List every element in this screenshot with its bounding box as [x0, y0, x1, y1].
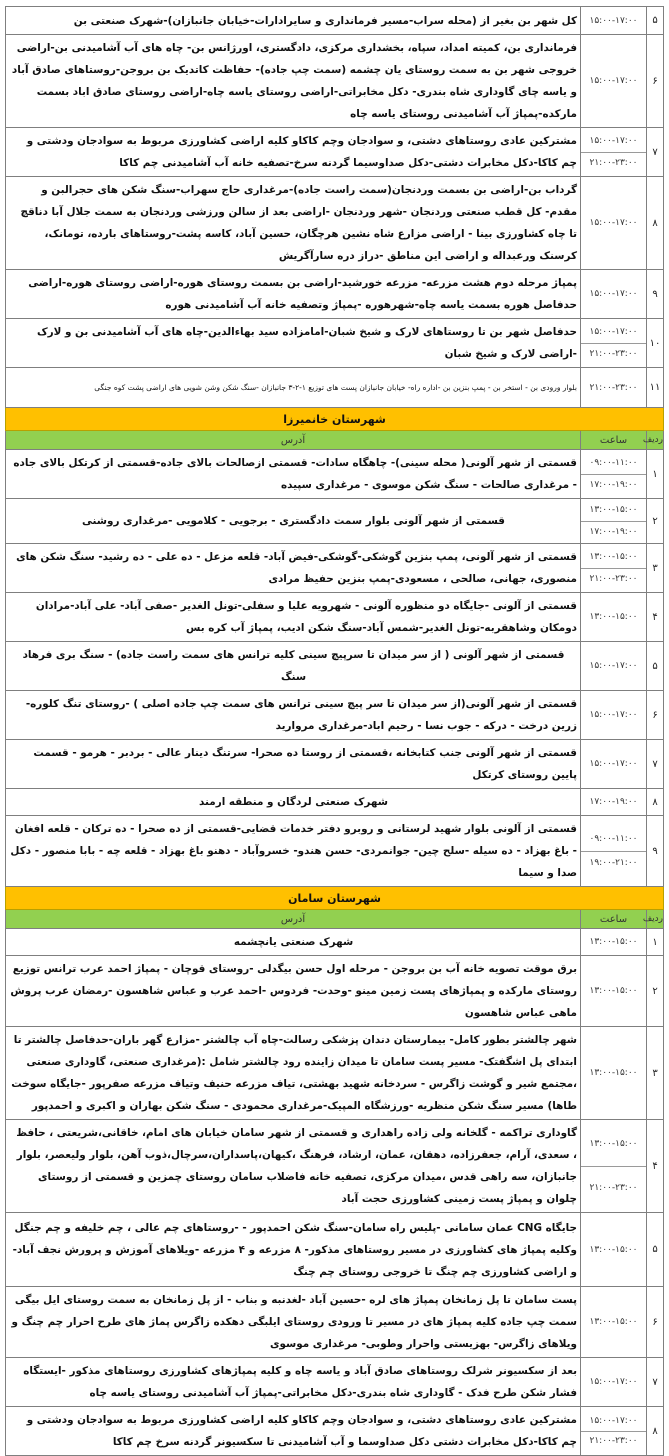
table-row — [6, 35, 664, 128]
time-range: ۱۵:۰۰-۱۷:۰۰ — [589, 326, 638, 337]
address-cell: حدفاصل شهر بن تا روستاهای لارک و شیخ شبان-امامزاده سید بهاءالدین-چاه های آب آشامیدنی بن و لارک -اراضی لارک و شیخ شبان — [6, 319, 581, 368]
address-cell: شهر چالشتر بطور کامل- بیمارستان دندان پزشکی رسالت-چاه آب چالشتر -مزارع گهر باران-حدفاصل چالشتر تا ابتدای پل اشگفتک- مسیر پست سامان تا میدان زاینده رود چالشتر شامل :(مرغداری صنعتی، گاوداری صنعتی ،مجتمع شیر و گوشت زاگرس - سردخانه شهید بهشتی، تیاف مزرعه حنیف وتیاف مزرعه صفرپور -جایگاه سوخت طاها) مسیر سنگ شکن منظریه -ورزشگاه المپیک-مرغداری محمودی - سنگ شکن بهاران و اکبری و احمدپور — [6, 1027, 581, 1120]
time-cell — [581, 789, 647, 816]
table-row — [6, 177, 664, 270]
row-number: ۸ — [647, 177, 664, 270]
county-title: شهرستان خانمیرزا — [6, 408, 664, 431]
table-row — [6, 450, 664, 499]
time-cell — [581, 1027, 647, 1120]
table-row — [6, 544, 664, 593]
address-cell: قسمتی از شهر آلونی بلوار سمت دادگستری - برجویی - کلامویی -مرغداری روشنی — [6, 499, 581, 544]
header-address: آدرس — [6, 431, 581, 450]
address-cell: مشترکین عادی روستاهای دشتی، و سوادجان وچم کاکاو کلیه اراضی کشاورزی مربوط به سوادجان ودشتی و چم کاکا-دکل مخابرات دشتی دکل صداوسما و آب آشامیدنی تا سکسیونر گردنه سرخ چم کاکا — [6, 1407, 581, 1456]
address-cell: مشترکین عادی روستاهای دشتی، و سوادجان وچم کاکاو کلیه اراضی کشاورزی مربوط به سوادجان ودشتی و چم کاکا-دکل مخابرات دشتی-دکل صداوسیما گردنه سرخ-تصفیه خانه آب آشامیدنی چم کاکا — [6, 128, 581, 177]
time-range: ۲۱:۰۰-۲۳:۰۰ — [589, 382, 638, 393]
address-cell: قسمتی از آلونی بلوار شهید لرستانی و روبرو دفتر خدمات قضایی-قسمتی از ده صحرا - ده ترکان - قلعه افغان - باغ بهزاد - ده سیله -سلح چین- جوانمردی- حسن هندو- خسروآباد - دهنو باغ بهزاد - قلعه چه - بابا منصور - دکل صدا و سیما — [6, 816, 581, 887]
row-number: ۴ — [647, 1120, 664, 1213]
table-row — [6, 7, 664, 35]
time-cell — [581, 1120, 647, 1213]
table-row — [6, 1213, 664, 1287]
row-number: ۲ — [647, 956, 664, 1027]
address-cell: شهرک صنعتی یانچشمه — [6, 929, 581, 956]
time-range: ۱۷:۰۰-۱۹:۰۰ — [589, 797, 638, 807]
time-range: ۰۹:۰۰-۱۱:۰۰ — [589, 833, 638, 844]
table-row — [6, 368, 664, 408]
header-time: ساعت — [581, 910, 647, 929]
table-row — [6, 1120, 664, 1213]
time-cell — [581, 1358, 647, 1407]
row-number: ۸ — [647, 1407, 664, 1456]
address-cell: بعد از سکسیونر شرلک روستاهای صادق آباد و یاسه چاه و کلیه پمپاژهای کشاورزی روستاهای مذکور -ایستگاه فشار شکن طرح فدک - گاوداری شاه بندری-دکل مخابراتی-پمپاژ آب آشامیدنی روستای یاسه چاه — [6, 1358, 581, 1407]
row-number: ۴ — [647, 593, 664, 642]
address-cell: کل شهر بن بغیر از (محله سراب-مسیر فرمانداری و سایرادارات-خیابان جانبازان)-شهرک صنعتی بن — [6, 7, 581, 35]
time-range: ۲۱:۰۰-۲۳:۰۰ — [581, 152, 646, 175]
row-number: ۷ — [647, 1358, 664, 1407]
table-row — [6, 929, 664, 956]
time-range: ۲۱:۰۰-۲۳:۰۰ — [581, 343, 646, 366]
time-cell — [581, 499, 647, 544]
time-range: ۲۱:۰۰-۲۳:۰۰ — [581, 1166, 646, 1211]
row-number: ۶ — [647, 1287, 664, 1358]
address-cell: برق موقت تصویه خانه آب بن بروجن - مرحله اول حسن بیگدلی -روستای قوچان - پمپاژ احمد عرب ترانس توزیع روستای مارکده و پمپاژهای پست زمین مینو -وحدت- فردوس -احمد عرب و عباس شاهسون -رمضان عرب پروش ماهی عباس شاهسون — [6, 956, 581, 1027]
time-range: ۱۳:۰۰-۱۵:۰۰ — [589, 551, 638, 562]
table-row — [6, 1027, 664, 1120]
time-range: ۰۹:۰۰-۱۱:۰۰ — [589, 457, 638, 468]
row-number: ۹ — [647, 270, 664, 319]
address-cell: قسمتی از آلونی -جایگاه دو منظوره آلونی - شهرویه علیا و سفلی-تونل الغدیر -صفی آباد- علی آباد-مرادان دومکان وشاهقربه-تونل الغدیر-شمس آباد-سنگ شکن ادیب، پمپاژ آب کره بس — [6, 593, 581, 642]
column-header-row — [6, 910, 664, 929]
address-cell: قسمتی از شهر آلونی ( از سر میدان تا سرپیچ سینی کلیه ترانس های سمت راست جاده) - سنگ بری فرهاد سنگ — [6, 642, 581, 691]
time-cell — [581, 128, 647, 177]
time-cell — [581, 319, 647, 368]
county-title: شهرستان سامان — [6, 887, 664, 910]
table-row — [6, 789, 664, 816]
row-number: ۸ — [647, 789, 664, 816]
time-cell — [581, 270, 647, 319]
row-number: ۷ — [647, 128, 664, 177]
time-cell — [581, 1213, 647, 1287]
row-number: ۵ — [647, 1213, 664, 1287]
table-row — [6, 1287, 664, 1358]
table-row — [6, 956, 664, 1027]
time-cell — [581, 177, 647, 270]
time-range: ۱۵:۰۰-۱۷:۰۰ — [589, 218, 638, 228]
time-cell — [581, 1287, 647, 1358]
header-address: آدرس — [6, 910, 581, 929]
time-range: ۱۵:۰۰-۱۷:۰۰ — [589, 759, 638, 769]
address-cell: قسمتی از شهر آلونی(از سر میدان تا سر پیچ سینی ترانس های سمت چپ جاده اصلی ) -روستای تنگ کلوره-زرین درخت - درکه - جوب نسا - رحیم اباد-مرغداری مروارید — [6, 691, 581, 740]
county-title-row — [6, 408, 664, 431]
outage-schedule — [5, 6, 664, 1456]
time-range: ۱۳:۰۰-۱۵:۰۰ — [589, 1068, 638, 1078]
table-row — [6, 691, 664, 740]
time-range: ۱۳:۰۰-۱۵:۰۰ — [589, 1244, 638, 1255]
row-number: ۱۰ — [647, 319, 664, 368]
time-cell — [581, 816, 647, 887]
time-range: ۱۵:۰۰-۱۷:۰۰ — [589, 661, 638, 671]
address-cell: بلوار ورودی بن - استخر بن - پمپ بنزین بن -اداره راه- خیابان جانبازان پست های توزیع ۱-۲-۳ جانبازان -سنگ شکن وشن شویی های اراضی پشت کوه جنگی — [6, 368, 581, 408]
table-row — [6, 319, 664, 368]
time-range: ۲۱:۰۰-۲۳:۰۰ — [581, 1431, 646, 1452]
schedule-table — [5, 6, 664, 1456]
table-row — [6, 499, 664, 544]
time-range: ۱۵:۰۰-۱۷:۰۰ — [589, 135, 638, 146]
column-header-row — [6, 431, 664, 450]
header-row-number: ردیف — [647, 431, 664, 450]
row-number: ۲ — [647, 499, 664, 544]
time-cell — [581, 35, 647, 128]
time-range: ۱۵:۰۰-۱۷:۰۰ — [589, 76, 638, 86]
row-number: ۶ — [647, 35, 664, 128]
address-cell: قسمتی از شهر آلونی، پمپ بنزین گوشکی-گوشکی-فیض آباد- قلعه مزعل - ده علی - ده رشید- سنگ شکن های منصوری، جهانی، صالحی ، مسعودی-پمپ بنزین حفیظ مرادی — [6, 544, 581, 593]
table-row — [6, 642, 664, 691]
address-cell: پست سامان تا پل زمانخان پمپاژ های لره -حسین آباد -لغدنبه و بناب - از پل زمانخان به سمت روستای ایل بیگی سمت چپ جاده کلیه پمپاژ های در مسیر تا ورودی روستای ایلبگی دهکده زاگرس پماژ های طرح احرار چم چنگ و ویلاهای زاگرس- بهزیستی واحرار وطوبی- مرغداری موسوی — [6, 1287, 581, 1358]
time-range: ۱۵:۰۰-۱۷:۰۰ — [589, 710, 638, 720]
time-range: ۱۳:۰۰-۱۵:۰۰ — [589, 937, 638, 947]
time-cell — [581, 368, 647, 408]
time-range: ۱۳:۰۰-۱۵:۰۰ — [589, 1317, 638, 1327]
address-cell: شهرک صنعتی لردگان و منطقه ارمند — [6, 789, 581, 816]
time-cell — [581, 1407, 647, 1456]
address-cell: پمپاژ مرحله دوم هشت مزرعه- مزرعه خورشید-اراضی بن بسمت روستای هوره-اراضی روستای هوره-اراضی حدفاصل هوره بسمت یاسه چاه-شهرهوره -پمپاژ وتصفیه خانه آب آشامیدنی هوره — [6, 270, 581, 319]
row-number: ۷ — [647, 740, 664, 789]
row-number: ۶ — [647, 691, 664, 740]
time-cell — [581, 740, 647, 789]
address-cell: گاوداری تراکمه - گلخانه ولی زاده راهداری و قسمتی از شهر سامان خیابان های امام، خاقانی،شریعتی ، حافظ ، سعدی، آرام، جعفرزاده، دهقان، عمان، ارشاد، فرهنگ ،کیهان،پاسداران،سرچال،ذوب آهن، بلوار ولیعصر، بلوار جانبازان، سه راهی قدس ،میدان مرکزی، تصفیه خانه فاضلاب سامان روستای چمزین و قسمتی از روستای چلوان و پمپاژ پست زمینی کشاورزی حجت آباد — [6, 1120, 581, 1213]
time-range: ۱۵:۰۰-۱۷:۰۰ — [589, 15, 638, 26]
row-number: ۵ — [647, 642, 664, 691]
row-number: ۳ — [647, 544, 664, 593]
address-cell: قسمتی از شهر آلونی جنب کتابخانه ،قسمتی از روستا ده صحرا- سرتنگ دینار عالی - بردبر - هرمو - قسمت پایین روستای کرتکل — [6, 740, 581, 789]
time-cell — [581, 7, 647, 35]
row-number: ۱ — [647, 450, 664, 499]
table-row — [6, 1358, 664, 1407]
time-cell — [581, 691, 647, 740]
row-number: ۳ — [647, 1027, 664, 1120]
table-row — [6, 128, 664, 177]
time-cell — [581, 642, 647, 691]
table-row — [6, 816, 664, 887]
address-cell: فرمانداری بن، کمیته امداد، سپاه، بخشداری مرکزی، دادگستری، اورژانس بن- چاه های آب آشامیدنی بن-اراضی خروجی شهر بن به سمت روستای یان چشمه (سمت چپ جاده)- حفاظت کاتدیک بن بروجن-روستاهای صادق آباد و یاسه چای گاوداری شاه بندری- دکل مخابراتی-اراضی روستای یاسه چاه-اراضی روستای صادق اباد بسمت مارکده-پمپاژ آب آشامیدنی روستای یاسه چاه — [6, 35, 581, 128]
time-cell — [581, 450, 647, 499]
time-range: ۱۵:۰۰-۱۷:۰۰ — [589, 1415, 638, 1426]
time-cell — [581, 593, 647, 642]
time-cell — [581, 929, 647, 956]
header-row-number: ردیف — [647, 910, 664, 929]
time-range: ۱۷:۰۰-۱۹:۰۰ — [581, 521, 646, 544]
address-cell: جایگاه CNG عمان سامانی -پلیس راه سامان-سنگ شکن احمدپور - -روستاهای چم عالی ، چم خلیفه و چم جنگل وکلیه پمپاژ های کشاورزی در مسیر روستاهای مذکور- ۸ مزرعه و ۴ مزرعه -ویلاهای آموزش و پرورش نجف آباد-و اراضی کشاورزی چم چنگ تا خروجی روستای چم چنگ — [6, 1213, 581, 1287]
time-range: ۱۷:۰۰-۱۹:۰۰ — [581, 474, 646, 497]
time-range: ۱۳:۰۰-۱۵:۰۰ — [589, 986, 638, 996]
table-row — [6, 1407, 664, 1456]
table-row — [6, 593, 664, 642]
time-range: ۱۵:۰۰-۱۷:۰۰ — [589, 289, 638, 299]
header-time: ساعت — [581, 431, 647, 450]
time-range: ۲۱:۰۰-۲۳:۰۰ — [581, 568, 646, 591]
table-row — [6, 270, 664, 319]
county-title-row — [6, 887, 664, 910]
time-range: ۱۹:۰۰-۲۱:۰۰ — [581, 851, 646, 876]
address-cell: قسمتی از شهر آلونی( محله سینی)- چاهگاه سادات- قسمتی ازصالحات بالای جاده-قسمتی از کرتکل بالای جاده - مرغداری صالحات - سنگ شکن موسوی - مرغداری سپیده — [6, 450, 581, 499]
row-number: ۱۱ — [647, 368, 664, 408]
row-number: ۱ — [647, 929, 664, 956]
time-cell — [581, 544, 647, 593]
table-row — [6, 740, 664, 789]
time-range: ۱۳:۰۰-۱۵:۰۰ — [589, 1138, 638, 1149]
row-number: ۵ — [647, 7, 664, 35]
time-cell — [581, 956, 647, 1027]
time-range: ۱۳:۰۰-۱۵:۰۰ — [589, 504, 638, 515]
row-number: ۹ — [647, 816, 664, 887]
time-range: ۱۵:۰۰-۱۷:۰۰ — [589, 1377, 638, 1387]
address-cell: گرداب بن-اراضی بن بسمت وردنجان(سمت راست جاده)-مرغداری حاج سهراب-سنگ شکن های حجرالبن و مقدم- کل قطب صنعتی وردنجان -شهر وردنجان -اراضی بعد از سالن ورزشی وردنجان به سمت جلال آبا دناقچ تا چاه کشاورزی بینا - اراضی مزارع شاه نشین هرچگان، حسین آباد، کاسه پشت-روستاهای بارده، تومانک، کرسنک ورعبداله و اراضی این مناطق -دراز دره سارآگریش — [6, 177, 581, 270]
time-range: ۱۳:۰۰-۱۵:۰۰ — [589, 612, 638, 622]
